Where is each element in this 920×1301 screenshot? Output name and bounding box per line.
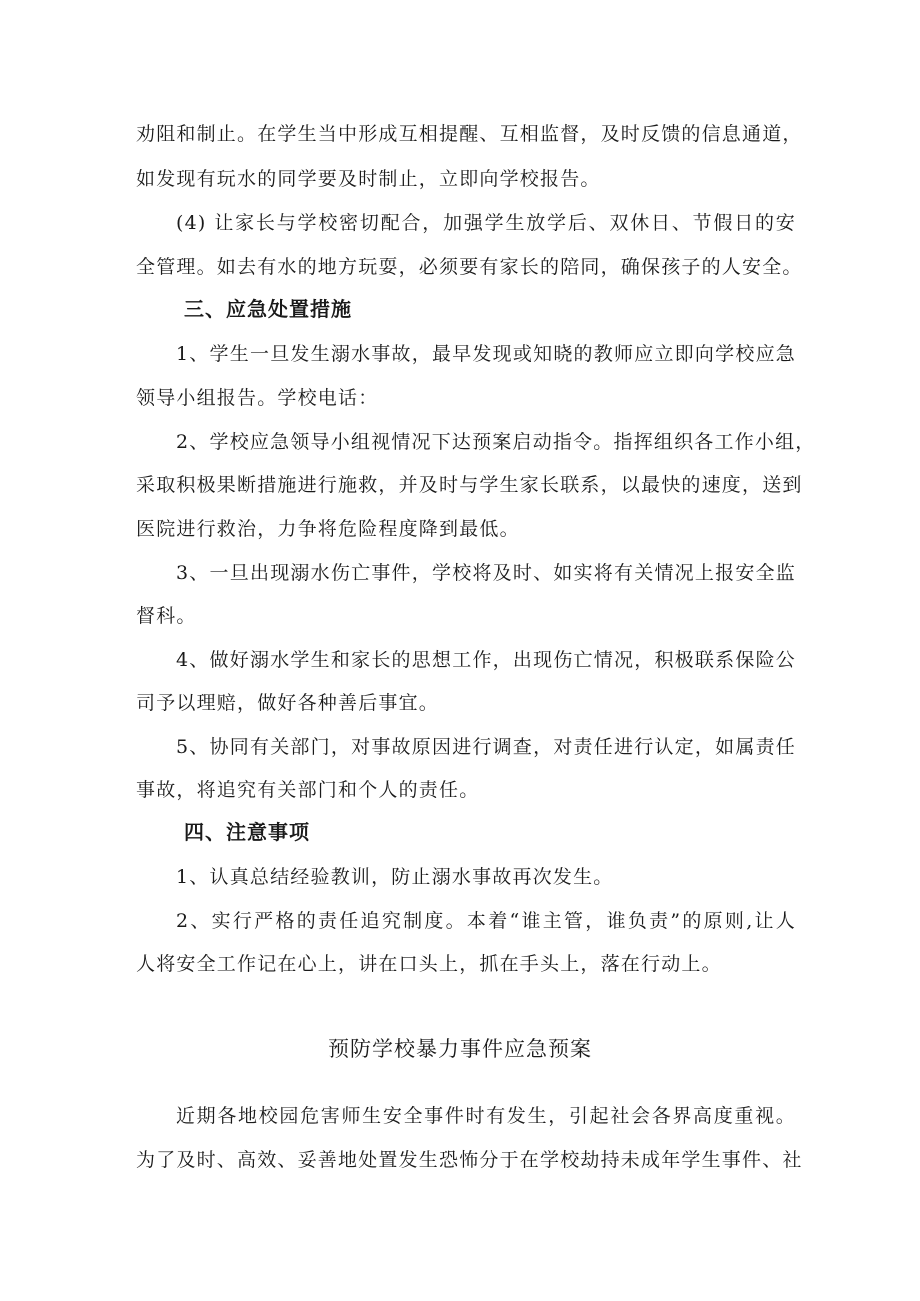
paragraph-line: 督科。 — [136, 605, 197, 627]
paragraph-line: 全管理。如去有水的地方玩耍，必须要有家长的陪同，确保孩子的人安全。 — [136, 256, 803, 278]
section-heading-notes: 四、注意事项 — [184, 820, 310, 844]
paragraph-line: 2、实行严格的责任追究制度。本着“谁主管，谁负责”的原则,让人 — [176, 910, 796, 932]
paragraph-line: 为了及时、高效、妥善地处置发生恐怖分于在学校劫持未成年学生事件、社 — [136, 1149, 803, 1171]
paragraph-line: (4) 让家长与学校密切配合，加强学生放学后、双休日、节假日的安 — [176, 212, 796, 234]
paragraph-line: 2、学校应急领导小组视情况下达预案启动指令。指挥组织各工作小组， — [176, 431, 816, 453]
paragraph-line: 1、学生一旦发生溺水事故，最早发现或知晓的教师应立即向学校应急 — [176, 343, 796, 365]
paragraph-line: 3、一旦出现溺水伤亡事件，学校将及时、如实将有关情况上报安全监 — [176, 562, 796, 584]
paragraph-line: 司予以理赔，做好各种善后事宜。 — [136, 692, 440, 714]
paragraph-line: 采取积极果断措施进行施救，并及时与学生家长联系，以最快的速度，送到 — [136, 474, 803, 496]
paragraph-line: 医院进行救治，力争将危险程度降到最低。 — [136, 518, 520, 540]
paragraph-line: 近期各地校园危害师生安全事件时有发生，引起社会各界高度重视。 — [176, 1105, 796, 1127]
paragraph-line: 4、做好溺水学生和家长的思想工作，出现伤亡情况，积极联系保险公 — [176, 649, 796, 671]
paragraph-line: 事故，将追究有关部门和个人的责任。 — [136, 779, 480, 801]
section-heading-emergency-measures: 三、应急处置措施 — [184, 297, 352, 321]
paragraph-line: 5、协同有关部门，对事故原因进行调查，对责任进行认定，如属责任 — [176, 736, 796, 758]
document-title: 预防学校暴力事件应急预案 — [328, 1037, 592, 1061]
paragraph-line: 如发现有玩水的同学要及时制止，立即向学校报告。 — [136, 168, 601, 190]
paragraph-line: 1、认真总结经验教训，防止溺水事故再次发生。 — [176, 866, 614, 888]
paragraph-line: 领导小组报告。学校电话： — [136, 387, 379, 409]
paragraph-line: 人将安全工作记在心上，讲在口头上，抓在手头上，落在行动上。 — [136, 953, 722, 975]
paragraph-line: 劝阻和制止。在学生当中形成互相提醒、互相监督，及时反馈的信息通道， — [136, 123, 803, 145]
